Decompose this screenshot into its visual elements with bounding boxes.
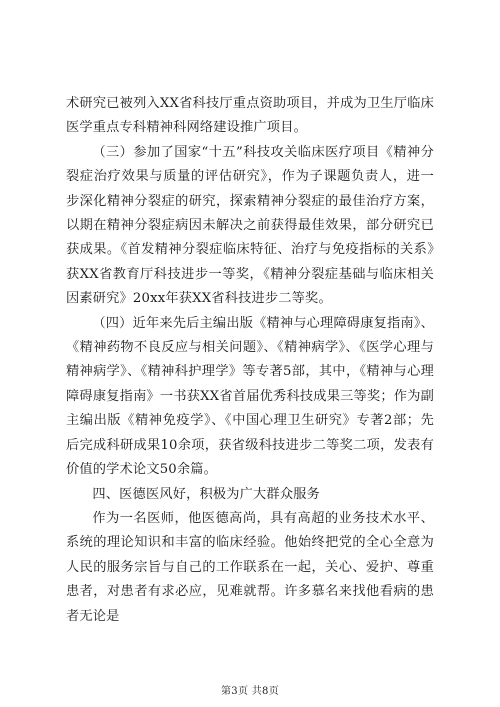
document-body [66,92,434,629]
section-heading-4: 四、医德医风好，积极为广大群众服务 [92,486,320,502]
paragraph-closing: 作为一名医师，他医德高尚，具有高超的业务技术水平、系统的理论知识和丰富的临床经验。他始终把党的全心全意为人民的服务宗旨与自己的工作联系在一起，关心、爱护、尊重患者，对患者有求必应，见难就帮。许多慕名来找他看病的患者无论是 [66,510,434,624]
paragraph-continued: 术研究已被列入XX省科技厅重点资助项目，并成为卫生厅临床医学重点专科精神科网络建设推广项目。 [66,96,434,136]
page-footer: 第3页 共8页 [220,686,279,697]
paragraph-section-4: （四）近年来先后主编出版《精神与心理障碍康复指南》、《精神药物不良反应与相关问题》、《精神病学》、《医学心理与精神病学》、《精神科护理学》等专著5部，其中，《精神与心理障碍康复指南》一书获XX省首届优秀科技成果三等奖；作为副主编出版《精神免疫学》、《中国心理卫生研究》专著2部；先后完成科研成果10余项，获省级科技进步二等奖二项，发表有价值的学术论文50余篇。 [66,315,434,478]
paragraph-section-3: （三）参加了国家“十五”科技攻关临床医疗项目《精神分裂症治疗效果与质量的评估研究》，作为子课题负责人，进一步深化精神分裂症的研究，探索精神分裂症的最佳治疗方案，以期在精神分裂症病因未解决之前获得最佳效果，部分研究已获成果。《首发精神分裂症临床特征、治疗与免疫指标的关系》获XX省教育厅科技进步一等奖，《精神分裂症基础与临床相关因素研究》20xx年获XX省科技进步二等奖。 [66,144,434,307]
